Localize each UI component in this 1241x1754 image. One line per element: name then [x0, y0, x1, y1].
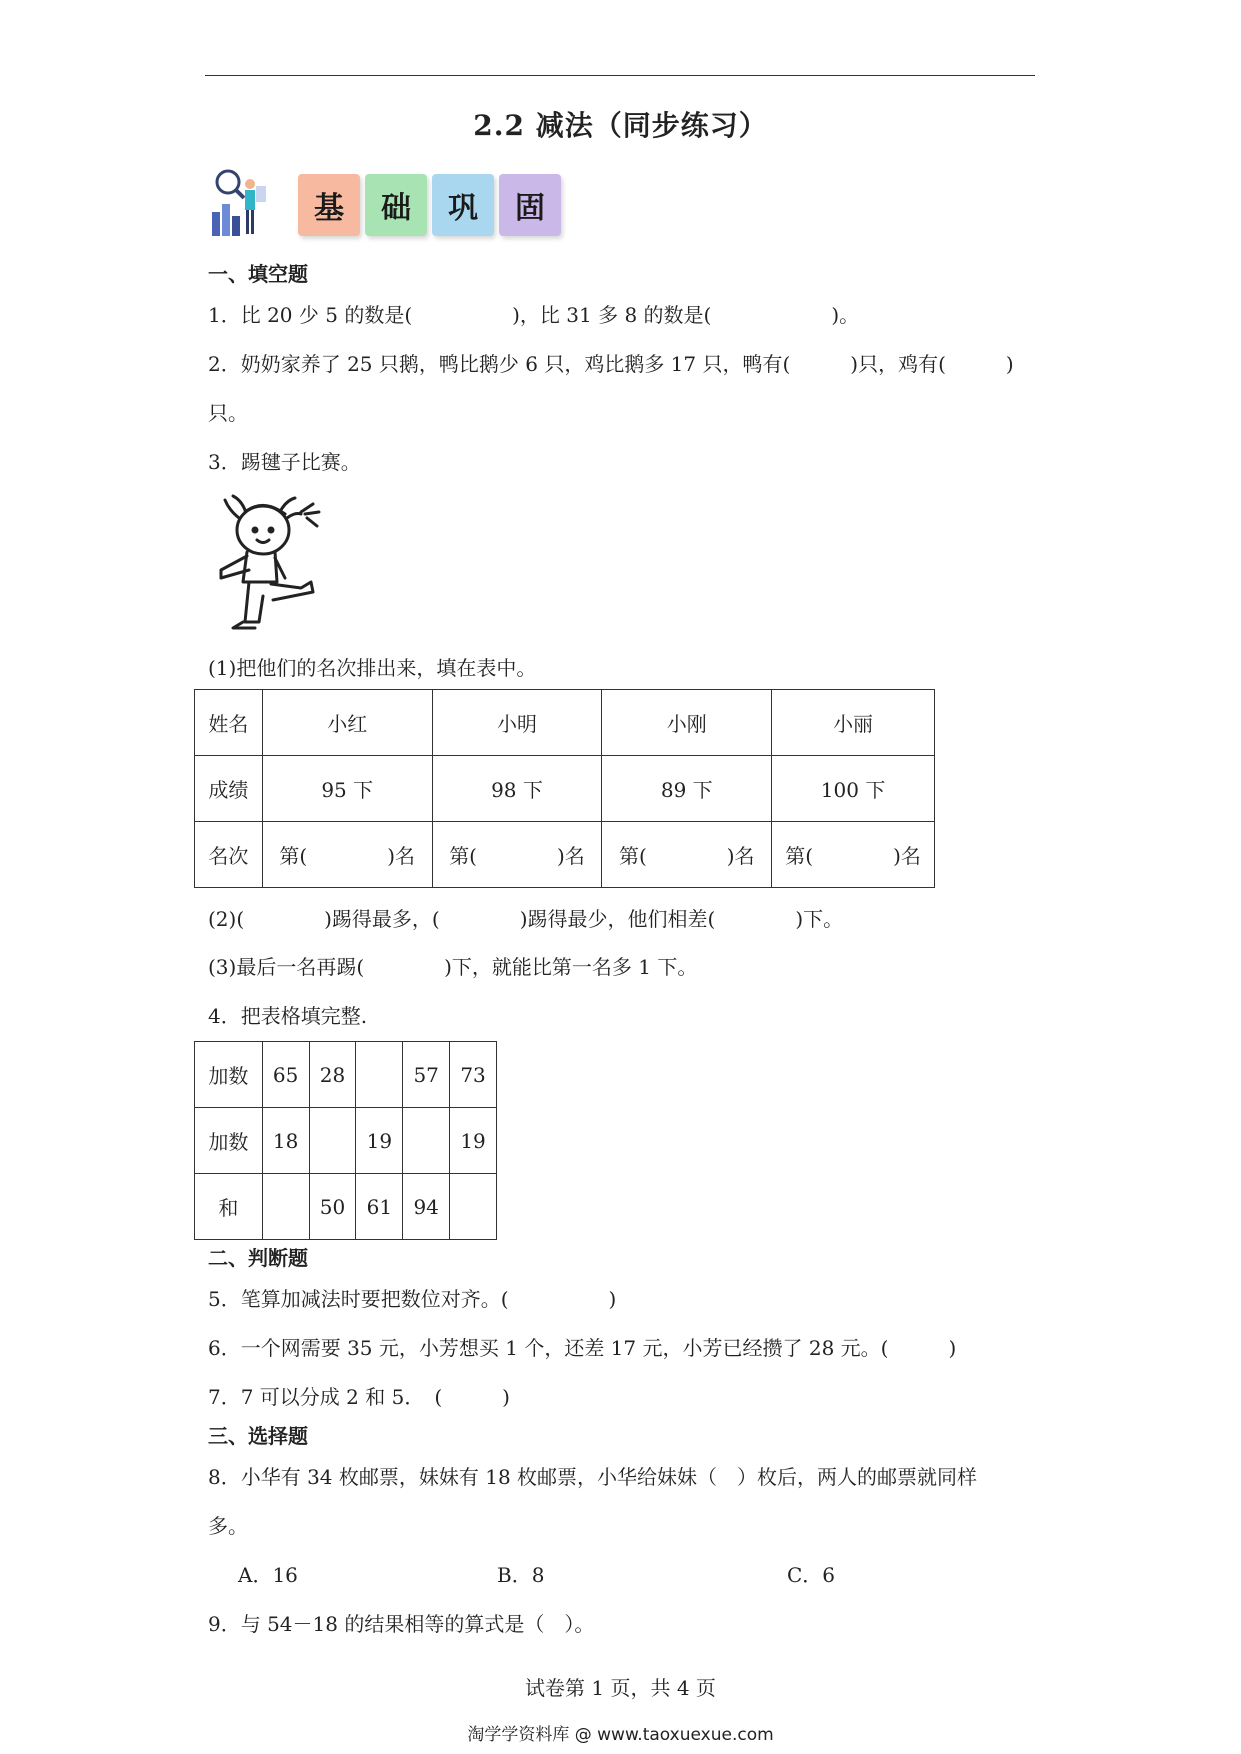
banner-tile-2: [365, 174, 427, 236]
table-row: [195, 1108, 497, 1174]
table-cell: 61: [356, 1174, 403, 1240]
study-illustration-icon: [210, 168, 268, 240]
table-cell: 100 下: [772, 756, 935, 822]
table-row: [195, 1042, 497, 1108]
banner-tile-4-label: 固: [515, 191, 545, 226]
table-cell: 小丽: [772, 690, 935, 756]
header-rule: [205, 75, 1035, 76]
banner-tile-3: [432, 174, 494, 236]
table-cell: 第( )名: [432, 822, 602, 888]
question-4: 4．把表格填完整.: [208, 1004, 368, 1028]
table-cell: 19: [450, 1108, 497, 1174]
table-cell: 18: [262, 1108, 309, 1174]
question-1: 1．比 20 少 5 的数是( )，比 31 多 8 的数是( )。: [208, 303, 860, 327]
question-5: 5．笔算加减法时要把数位对齐。( ): [208, 1287, 617, 1311]
question-3-part-2: (2)( )踢得最多，( )踢得最少，他们相差( )下。: [208, 907, 844, 931]
table-cell: 第( )名: [772, 822, 935, 888]
girl-kicking-shuttlecock-illustration: [215, 492, 330, 637]
section-heading-judge: 二、判断题: [208, 1246, 308, 1270]
table-cell: 小刚: [602, 690, 772, 756]
table-cell: [262, 1174, 309, 1240]
ranking-table: [194, 689, 935, 888]
table-cell: [356, 1042, 403, 1108]
option-c: C．6: [787, 1563, 836, 1587]
table-cell: 57: [403, 1042, 450, 1108]
table-cell: 95 下: [262, 756, 432, 822]
table-cell: 名次: [195, 822, 263, 888]
table-cell: 小明: [432, 690, 602, 756]
table-cell: 98 下: [432, 756, 602, 822]
page-number: 试卷第 1 页，共 4 页: [525, 1676, 716, 1700]
question-8-line-2: 多。: [208, 1514, 248, 1538]
table-cell: [450, 1174, 497, 1240]
section-heading-choice: 三、选择题: [208, 1424, 308, 1448]
table-cell: 65: [262, 1042, 309, 1108]
table-cell: 19: [356, 1108, 403, 1174]
table-cell: 第( )名: [262, 822, 432, 888]
option-b: B．8: [497, 1563, 545, 1587]
question-3: 3．踢毽子比赛。: [208, 450, 361, 474]
banner-tile-2-label: 础: [381, 191, 411, 226]
section-banner: [210, 168, 590, 240]
table-cell: 94: [403, 1174, 450, 1240]
table-cell: 第( )名: [602, 822, 772, 888]
banner-tile-3-label: 巩: [448, 191, 478, 226]
banner-tile-1: [298, 174, 360, 236]
question-2-line-2: 只。: [208, 401, 248, 425]
option-a: A．16: [238, 1563, 298, 1587]
question-9: 9．与 54－18 的结果相等的算式是（ ）。: [208, 1612, 595, 1636]
table-cell: 加数: [195, 1042, 263, 1108]
table-cell: 73: [450, 1042, 497, 1108]
page-title: 2.2 减法（同步练习）: [473, 109, 768, 142]
table-cell: 89 下: [602, 756, 772, 822]
question-7: 7．7 可以分成 2 和 5． ( ): [208, 1385, 510, 1409]
table-cell: 姓名: [195, 690, 263, 756]
question-3-part-3: (3)最后一名再踢( )下，就能比第一名多 1 下。: [208, 955, 698, 979]
question-2-line-1: 2．奶奶家养了 25 只鹅，鸭比鹅少 6 只，鸡比鹅多 17 只，鸭有( )只，鸡有( ): [208, 352, 1014, 376]
table-cell: 加数: [195, 1108, 263, 1174]
table-cell: [403, 1108, 450, 1174]
question-6: 6．一个网需要 35 元，小芳想买 1 个，还差 17 元，小芳已经攒了 28 元。( ): [208, 1336, 957, 1360]
table-cell: 和: [195, 1174, 263, 1240]
table-cell: 50: [309, 1174, 356, 1240]
section-heading-fill: 一、填空题: [208, 262, 308, 286]
table-row: [195, 756, 935, 822]
question-3-part-1: (1)把他们的名次排出来，填在表中。: [208, 656, 537, 680]
table-row: [195, 1174, 497, 1240]
addition-table: [194, 1041, 497, 1240]
table-cell: 小红: [262, 690, 432, 756]
table-cell: 28: [309, 1042, 356, 1108]
table-cell: [309, 1108, 356, 1174]
table-row: [195, 690, 935, 756]
banner-tile-1-label: 基: [314, 191, 344, 226]
watermark: 淘学学资料库 @ www.taoxuexue.com: [467, 1725, 774, 1745]
table-cell: 成绩: [195, 756, 263, 822]
table-row: [195, 822, 935, 888]
banner-tile-4: [499, 174, 561, 236]
question-8-line-1: 8．小华有 34 枚邮票，妹妹有 18 枚邮票，小华给妹妹（ ）枚后，两人的邮票就同样: [208, 1465, 978, 1489]
